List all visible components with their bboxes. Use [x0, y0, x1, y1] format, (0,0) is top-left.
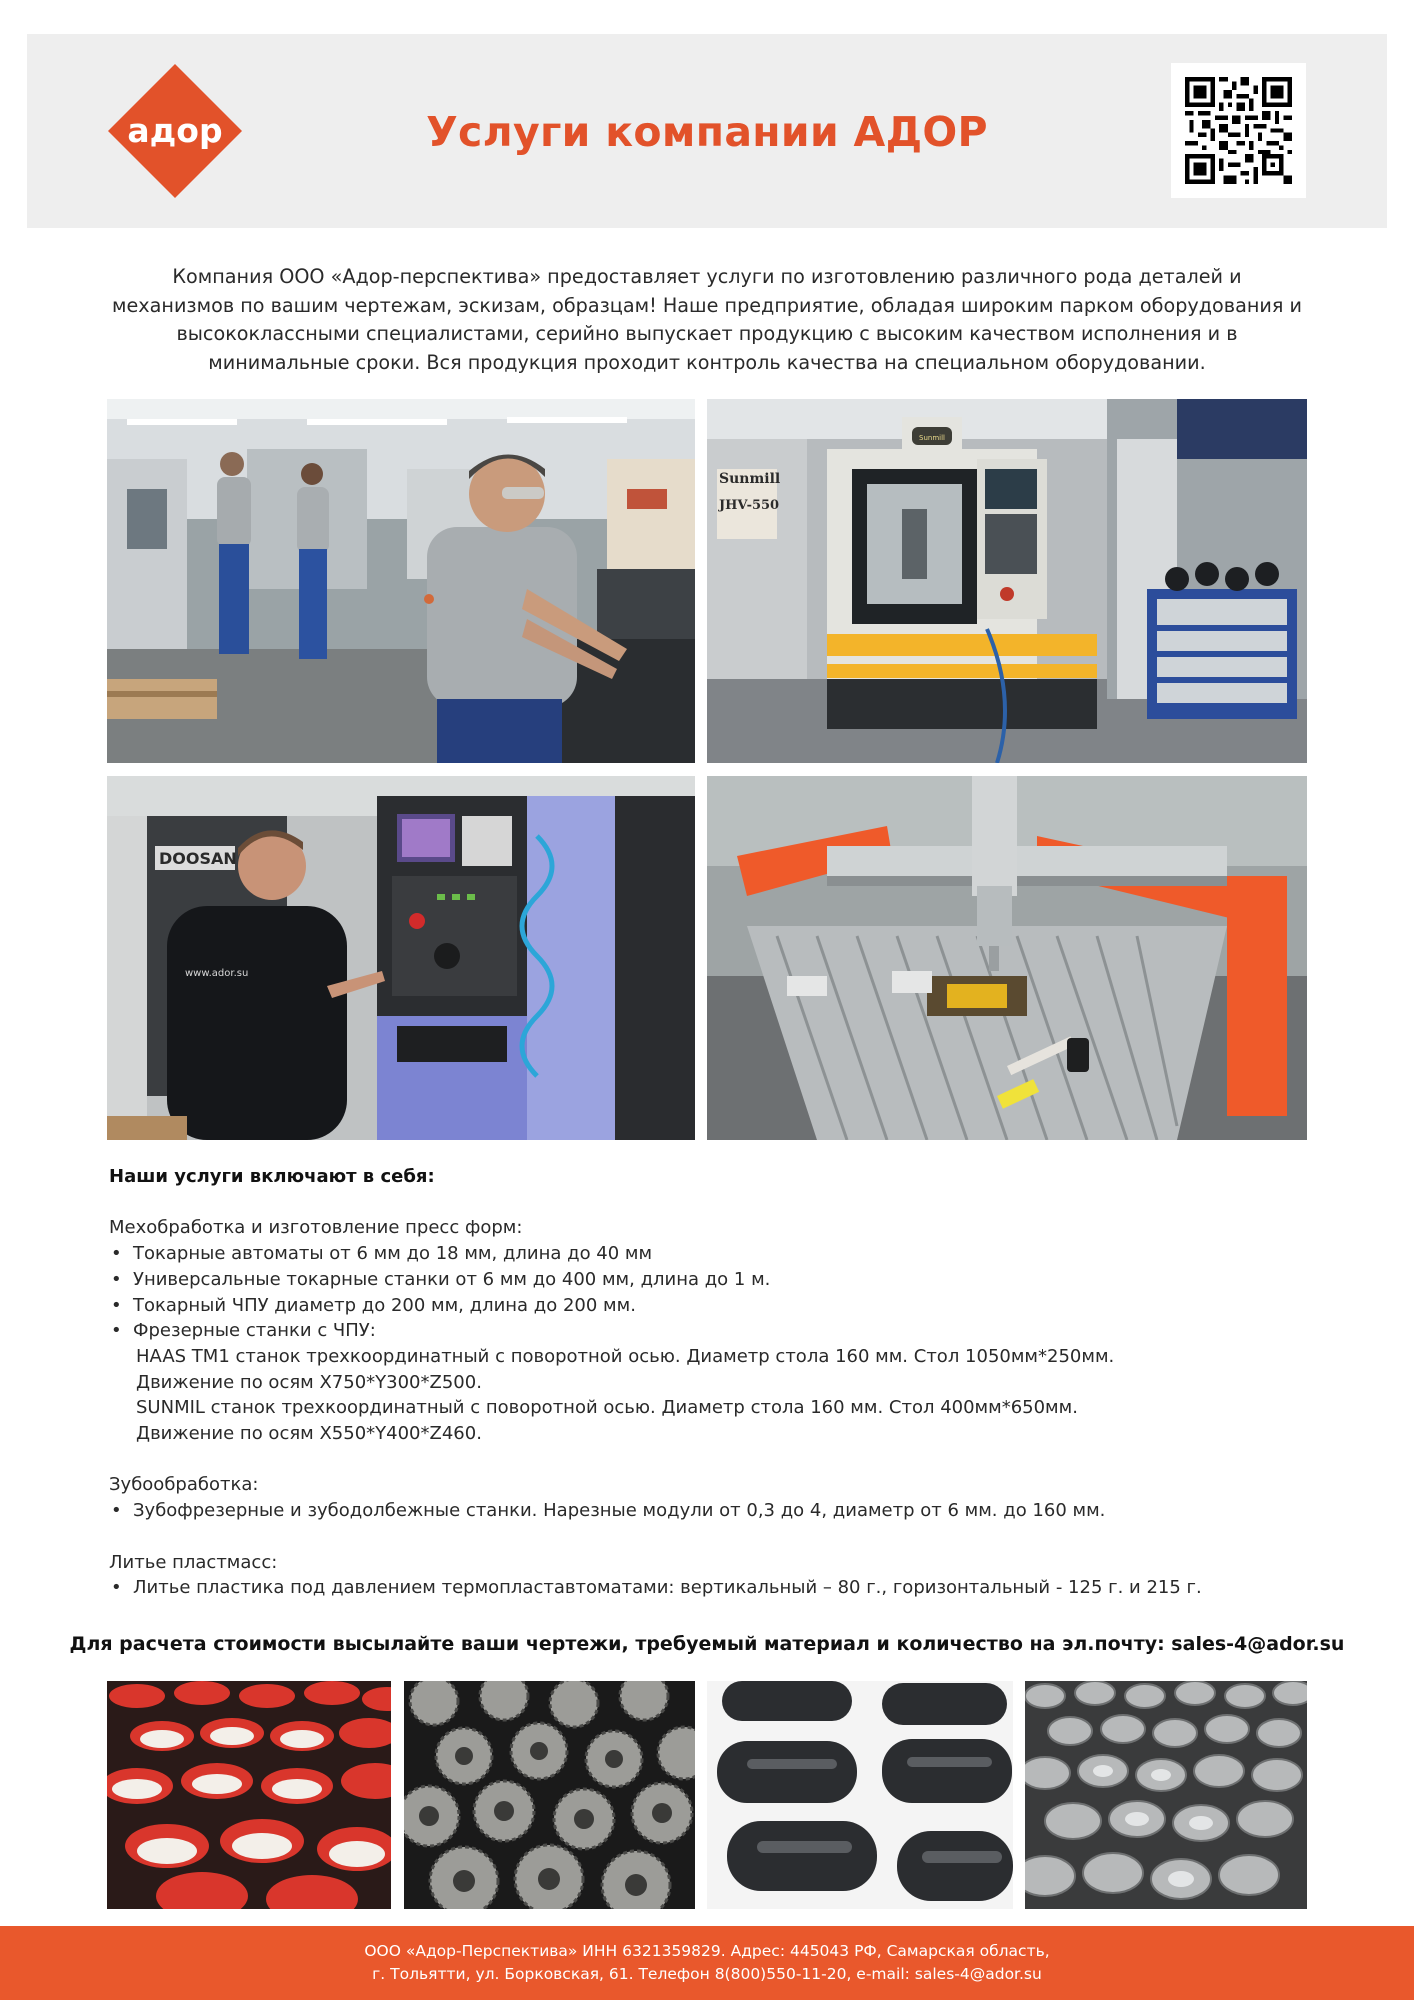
shirt-label: www.ador.su — [185, 968, 249, 979]
sunmill-top-badge: Sunmill — [919, 434, 945, 442]
doosan-label: DOOSAN — [159, 849, 237, 868]
plastic-title: Литье пластмасс: — [109, 1551, 278, 1573]
machining-title: Мехобработка и изготовление пресс форм: — [109, 1217, 523, 1239]
machining-item: • Токарные автоматы от 6 мм до 18 мм, длина до 40 мм — [109, 1241, 1359, 1267]
services-section — [109, 1164, 1359, 1601]
photo-gears — [404, 1681, 695, 1909]
milling-detail: SUNMIL станок трехкоординатный с поворотной осью. Диаметр стола 160 мм. Стол 400мм*650мм. — [136, 1397, 1078, 1419]
machining-item: • Универсальные токарные станки от 6 мм до 400 мм, длина до 1 м. — [109, 1267, 1359, 1293]
spacer — [109, 1447, 1359, 1473]
photo-black-handles — [707, 1681, 1013, 1909]
cost-request-callout: Для расчета стоимости высылайте ваши чертежи, требуемый материал и количество на эл.почту: sales-4@ador.su — [69, 1633, 1345, 1655]
intro-line: минимальные сроки. Вся продукция проходит контроль качества на специальном оборудовании. — [208, 350, 1206, 374]
photo-red-parts — [107, 1681, 391, 1909]
page-title: Услуги компании АДОР — [426, 108, 988, 156]
machining-item: • Фрезерные станки с ЧПУ: — [109, 1318, 1359, 1344]
milling-detail: Движение по осям X750*Y300*Z500. — [136, 1371, 482, 1393]
sunmill-side-label: Sunmill — [719, 471, 781, 487]
intro-paragraph — [110, 263, 1304, 377]
milling-detail: HAAS TM1 станок трехкоординатный с поворотной осью. Диаметр стола 160 мм. Стол 1050мм*250мм. — [136, 1345, 1115, 1367]
photo-gantry-router — [707, 776, 1307, 1140]
intro-line: механизмов по вашим чертежам, эскизам, образцам! Наше предприятие, обладая широким парком оборудования и — [112, 293, 1302, 317]
machining-item: • Токарный ЧПУ диаметр до 200 мм, длина до 200 мм. — [109, 1293, 1359, 1319]
footer-line-address: г. Тольятти, ул. Борковская, 61. Телефон 8(800)550-11-20, e-mail: sales-4@ador.su — [372, 1965, 1042, 1983]
intro-line: Компания ООО «Адор-перспектива» предоставляет услуги по изготовлению различного рода деталей и — [172, 265, 1242, 288]
milling-detail: Движение по осям X550*Y400*Z460. — [136, 1423, 482, 1445]
company-logo — [108, 64, 242, 198]
services-heading: Наши услуги включают в себя: — [109, 1166, 435, 1187]
footer-contacts — [0, 1926, 1414, 2000]
photo-operator-cnc — [107, 399, 695, 763]
photo-sunmill-machine — [707, 399, 1307, 763]
photo-metal-discs — [1025, 1681, 1307, 1909]
plastic-item: • Литье пластика под давлением термопластавтоматами: вертикальный – 80 г., горизонтальный - 125 г. и 215 г. — [109, 1575, 1359, 1601]
header-banner — [27, 34, 1387, 228]
spacer — [109, 1524, 1359, 1550]
qr-code-icon[interactable] — [1171, 63, 1306, 198]
gear-item: • Зубофрезерные и зубодолбежные станки. Нарезные модули от 0,3 до 4, диаметр от 6 мм. до 160 мм. — [109, 1498, 1359, 1524]
intro-line: высококлассными специалистами, серийно выпускает продукцию с высоким качеством исполнения и в — [176, 322, 1238, 345]
logo-text: адор — [127, 111, 223, 150]
footer-line-company: ООО «Адор-Перспектива» ИНН 6321359829. Адрес: 445043 РФ, Самарская область, — [364, 1942, 1050, 1960]
machine-model-label: JHV-550 — [719, 498, 780, 513]
gear-title: Зубообработка: — [109, 1474, 259, 1496]
photo-doosan-operator — [107, 776, 695, 1140]
